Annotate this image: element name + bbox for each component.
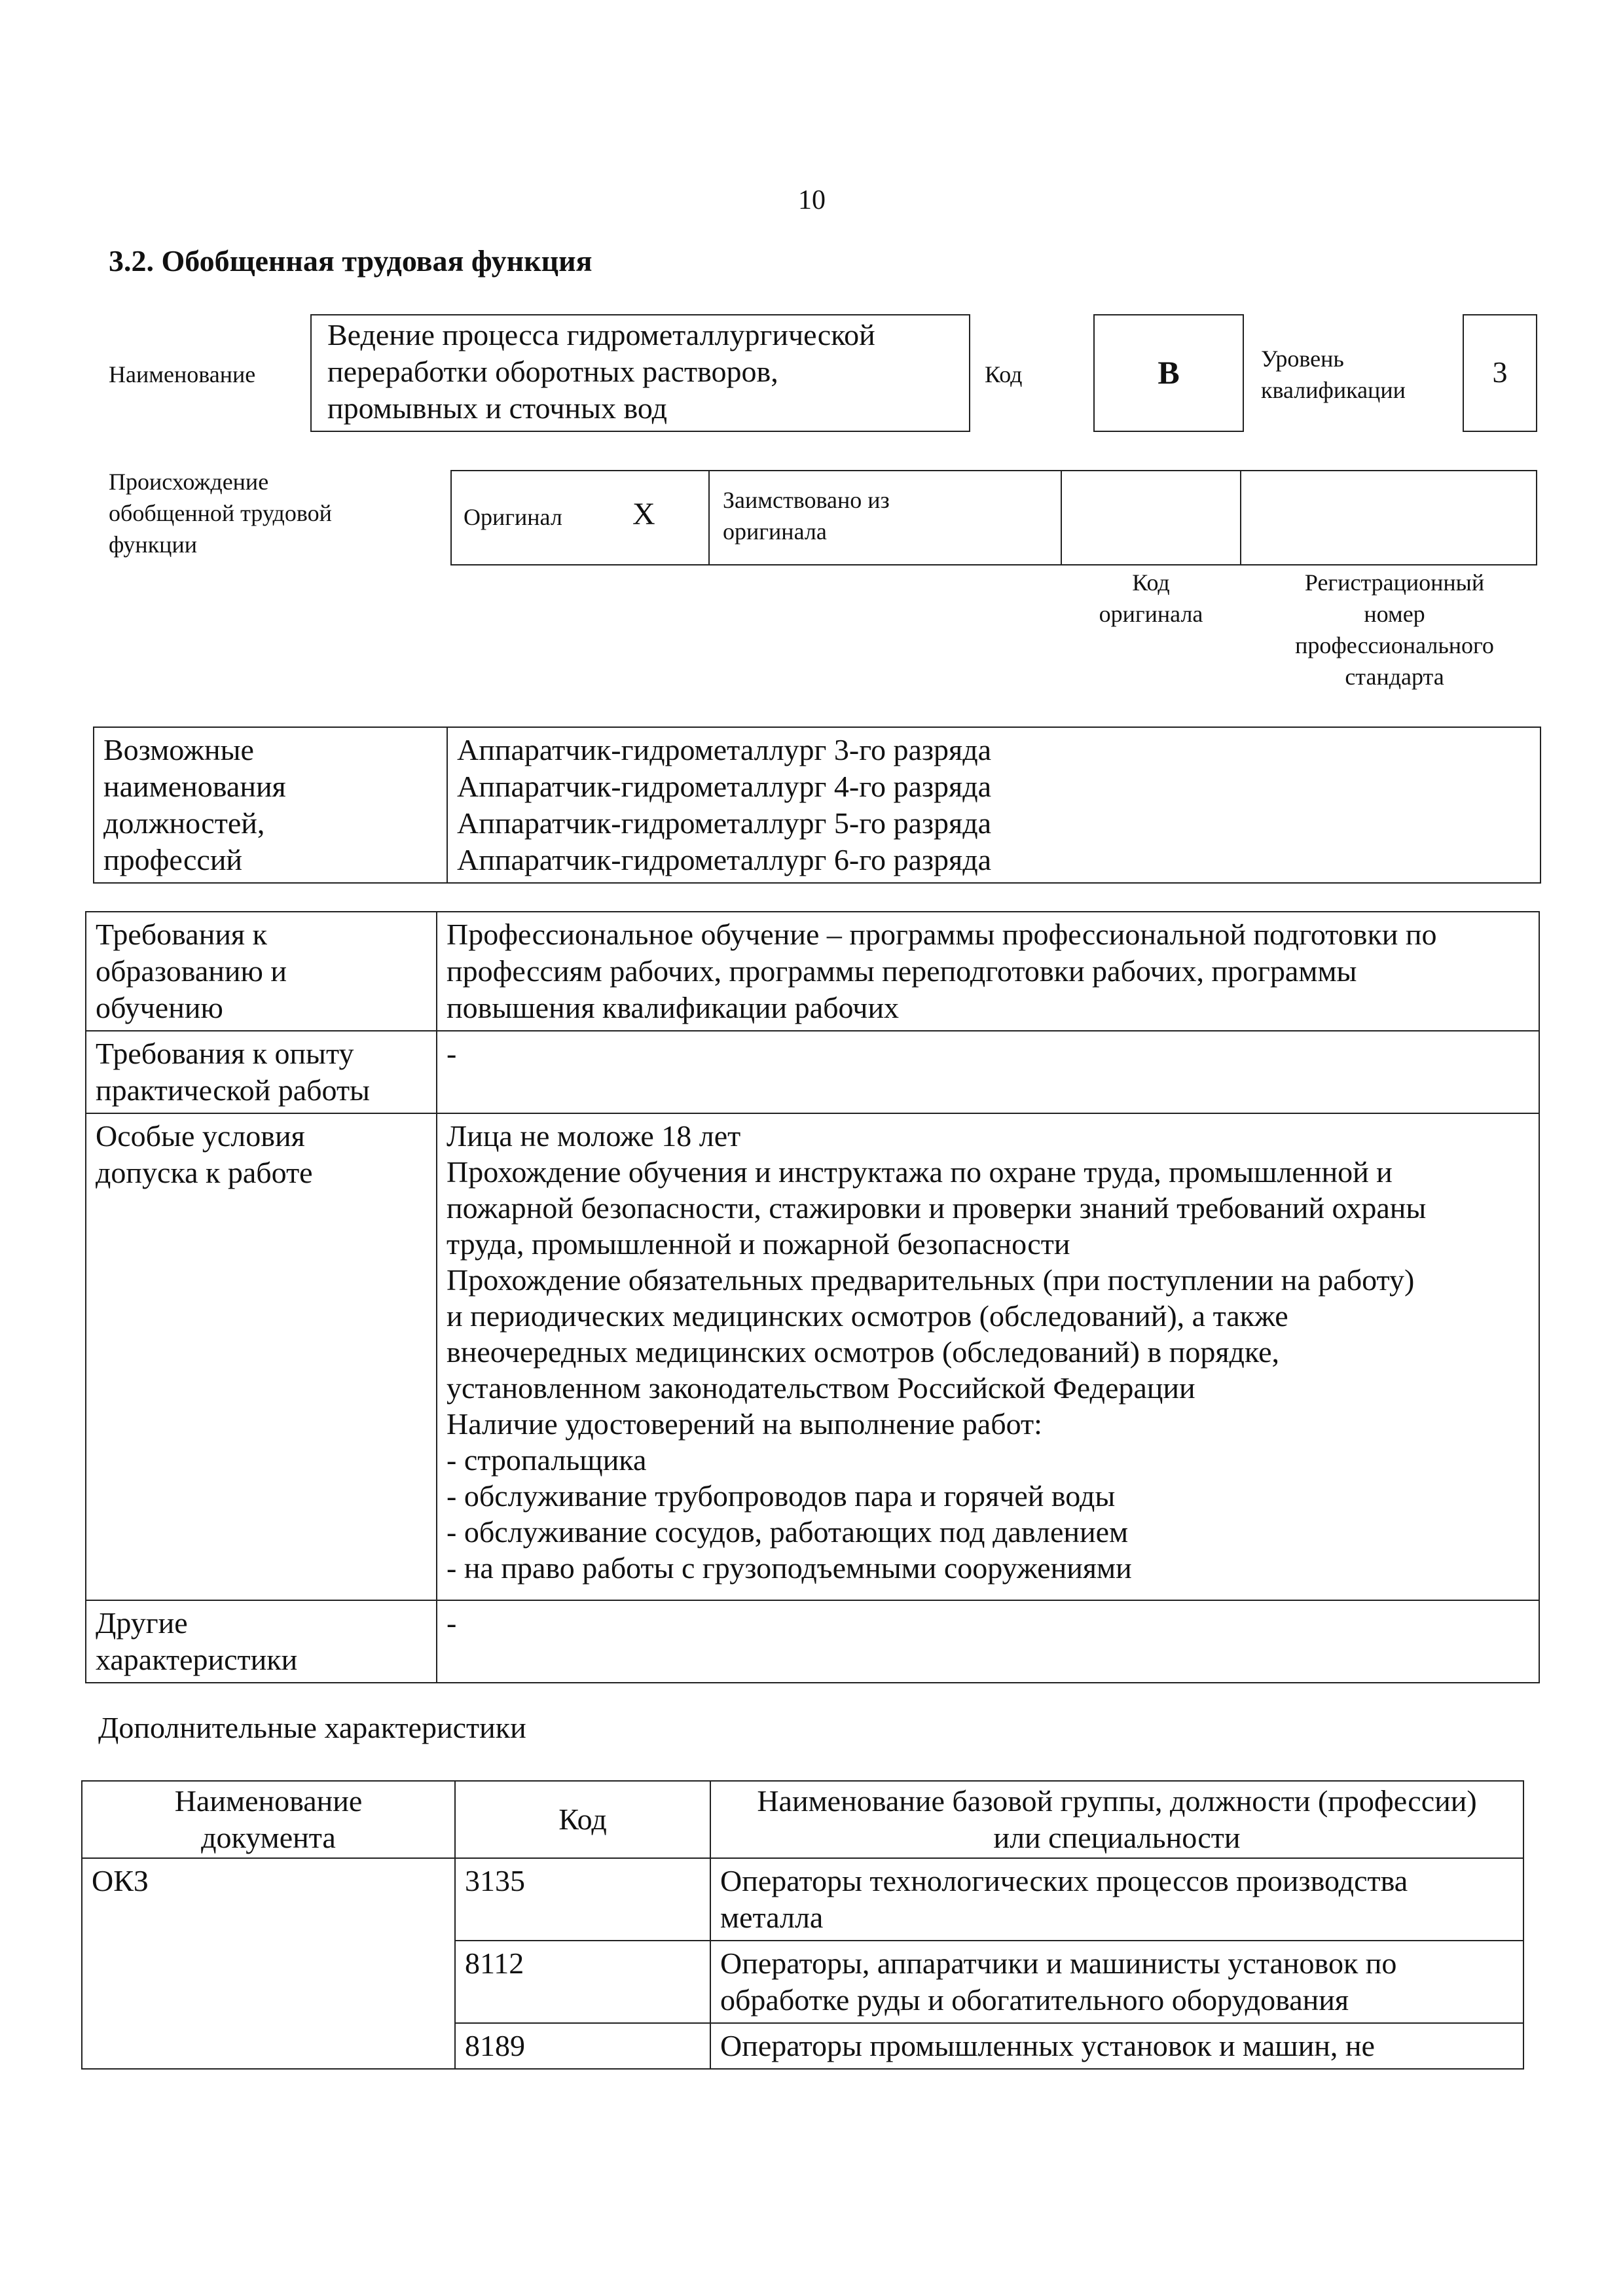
requirement-label xyxy=(86,1600,437,1683)
positions-label xyxy=(94,727,447,883)
code-cell: 8189 xyxy=(455,2023,710,2069)
value-line: Лица не моложе 18 лет xyxy=(447,1119,741,1153)
group-name-cell xyxy=(710,2023,1523,2069)
caption-line: стандарта xyxy=(1345,664,1444,690)
code-label: Код xyxy=(985,361,1023,387)
caption-line: номер xyxy=(1364,601,1425,627)
label-line: профессий xyxy=(103,843,243,876)
origin-label xyxy=(109,466,332,560)
requirement-row xyxy=(86,1031,1539,1113)
label-line: наименования xyxy=(103,770,286,803)
label-line: образованию и xyxy=(96,954,287,988)
divider xyxy=(1240,470,1241,565)
group-line: Операторы технологических процессов производства xyxy=(720,1864,1408,1897)
requirement-label xyxy=(86,1031,437,1113)
position-item: Аппаратчик-гидрометаллург 3-го разряда xyxy=(457,733,992,766)
original-mark: X xyxy=(632,497,655,531)
label-line: обучению xyxy=(96,991,223,1024)
origin-box xyxy=(450,470,1537,565)
caption-line: профессионального xyxy=(1295,632,1494,658)
value-line: труда, промышленной и пожарной безопасности xyxy=(447,1227,1070,1261)
level-label-line: квалификации xyxy=(1261,377,1406,403)
origin-label-line: обобщенной трудовой xyxy=(109,500,332,526)
code-original-caption xyxy=(1062,567,1240,630)
name-value-line: Ведение процесса гидрометаллургической xyxy=(327,318,875,351)
name-value-line: переработки оборотных растворов, xyxy=(327,355,778,388)
origin-label-line: Происхождение xyxy=(109,469,269,495)
level-label-line: Уровень xyxy=(1261,346,1344,372)
caption-line: Код xyxy=(1132,569,1170,596)
value-line: профессиям рабочих, программы переподготовки рабочих, программы xyxy=(447,954,1357,988)
requirements-table xyxy=(85,911,1540,1683)
label-line: практической работы xyxy=(96,1073,370,1107)
caption-line: Регистрационный xyxy=(1304,569,1485,596)
group-name-cell xyxy=(710,1858,1523,1941)
section-title: 3.2. Обобщенная трудовая функция xyxy=(109,244,593,278)
positions-table xyxy=(93,726,1541,884)
header-line: Наименование базовой группы, должности (профессии) xyxy=(757,1784,1477,1818)
label-line: Требования к xyxy=(96,918,267,951)
label-line: характеристики xyxy=(96,1643,298,1676)
position-item: Аппаратчик-гидрометаллург 4-го разряда xyxy=(457,770,992,803)
value-line: Профессиональное обучение – программы профессиональной подготовки по xyxy=(447,918,1437,951)
label-line: должностей, xyxy=(103,806,265,840)
value-line: повышения квалификации рабочих xyxy=(447,991,900,1024)
code-value: B xyxy=(1158,354,1180,391)
value-line: пожарной безопасности, стажировки и проверки знаний требований охраны xyxy=(447,1191,1427,1225)
borrowed-label-line: Заимствовано из xyxy=(723,487,890,513)
additional-table xyxy=(81,1780,1524,2070)
header-line: документа xyxy=(201,1821,336,1854)
table-row xyxy=(82,1858,1523,1941)
group-line: металла xyxy=(720,1901,824,1934)
requirement-label xyxy=(86,912,437,1031)
header-line: или специальности xyxy=(993,1821,1241,1854)
position-item: Аппаратчик-гидрометаллург 5-го разряда xyxy=(457,806,992,840)
requirement-value xyxy=(437,1600,1539,1683)
requirement-value xyxy=(437,1031,1539,1113)
level-label xyxy=(1261,343,1406,406)
value-line: - на право работы с грузоподъемными сооружениями xyxy=(447,1551,1132,1585)
requirement-row xyxy=(86,912,1539,1031)
code-cell: 8112 xyxy=(455,1941,710,2023)
label-line: Особые условия xyxy=(96,1119,305,1153)
value-line: Наличие удостоверений на выполнение работ: xyxy=(447,1407,1042,1441)
group-line: Операторы, аппаратчики и машинисты установок по xyxy=(720,1946,1397,1980)
col-header-document xyxy=(82,1781,455,1858)
name-value xyxy=(327,317,875,427)
divider xyxy=(708,470,710,565)
name-label: Наименование xyxy=(109,361,256,387)
level-value: 3 xyxy=(1492,355,1508,389)
value-line: внеочередных медицинских осмотров (обследований) в порядке, xyxy=(447,1335,1280,1369)
caption-line: оригинала xyxy=(1099,601,1203,627)
group-name-cell xyxy=(710,1941,1523,2023)
value-line: установленном законодательством Российской Федерации xyxy=(447,1371,1195,1405)
additional-title: Дополнительные характеристики xyxy=(98,1711,526,1744)
value-line: - стропальщика xyxy=(447,1443,647,1477)
value-line: - xyxy=(447,1606,457,1640)
col-header-code: Код xyxy=(455,1781,710,1858)
value-line: и периодических медицинских осмотров (обследований), а также xyxy=(447,1299,1288,1333)
label-line: Возможные xyxy=(103,733,254,766)
header-row xyxy=(82,1781,1523,1858)
value-line: - обслуживание трубопроводов пара и горячей воды xyxy=(447,1479,1116,1513)
label-line: Требования к опыту xyxy=(96,1037,354,1070)
borrowed-label xyxy=(723,484,890,547)
group-line: обработке руды и обогатительного оборудования xyxy=(720,1983,1349,2017)
origin-label-line: функции xyxy=(109,531,197,558)
value-line: Прохождение обучения и инструктажа по охране труда, промышленной и xyxy=(447,1155,1393,1189)
divider xyxy=(1061,470,1062,565)
requirement-value xyxy=(437,912,1539,1031)
original-label: Оригинал xyxy=(464,504,562,530)
positions-list xyxy=(447,727,1541,883)
borrowed-label-line: оригинала xyxy=(723,518,827,545)
value-line: - xyxy=(447,1037,457,1070)
page-number: 10 xyxy=(798,185,826,215)
registration-number-caption xyxy=(1244,567,1545,692)
label-line: Другие xyxy=(96,1606,188,1640)
position-item: Аппаратчик-гидрометаллург 6-го разряда xyxy=(457,843,992,876)
value-line: - обслуживание сосудов, работающих под давлением xyxy=(447,1515,1129,1549)
requirement-row xyxy=(86,1600,1539,1683)
code-cell: 3135 xyxy=(455,1858,710,1941)
label-line: допуска к работе xyxy=(96,1156,313,1189)
requirement-value xyxy=(437,1113,1539,1600)
requirement-label xyxy=(86,1113,437,1600)
group-line: Операторы промышленных установок и машин, не xyxy=(720,2029,1375,2062)
col-header-group-name xyxy=(710,1781,1523,1858)
requirement-row xyxy=(86,1113,1539,1600)
value-line: Прохождение обязательных предварительных (при поступлении на работу) xyxy=(447,1263,1415,1297)
header-line: Наименование xyxy=(174,1784,363,1818)
name-value-line: промывных и сточных вод xyxy=(327,391,667,425)
doc-name-cell: ОКЗ xyxy=(82,1858,455,2069)
